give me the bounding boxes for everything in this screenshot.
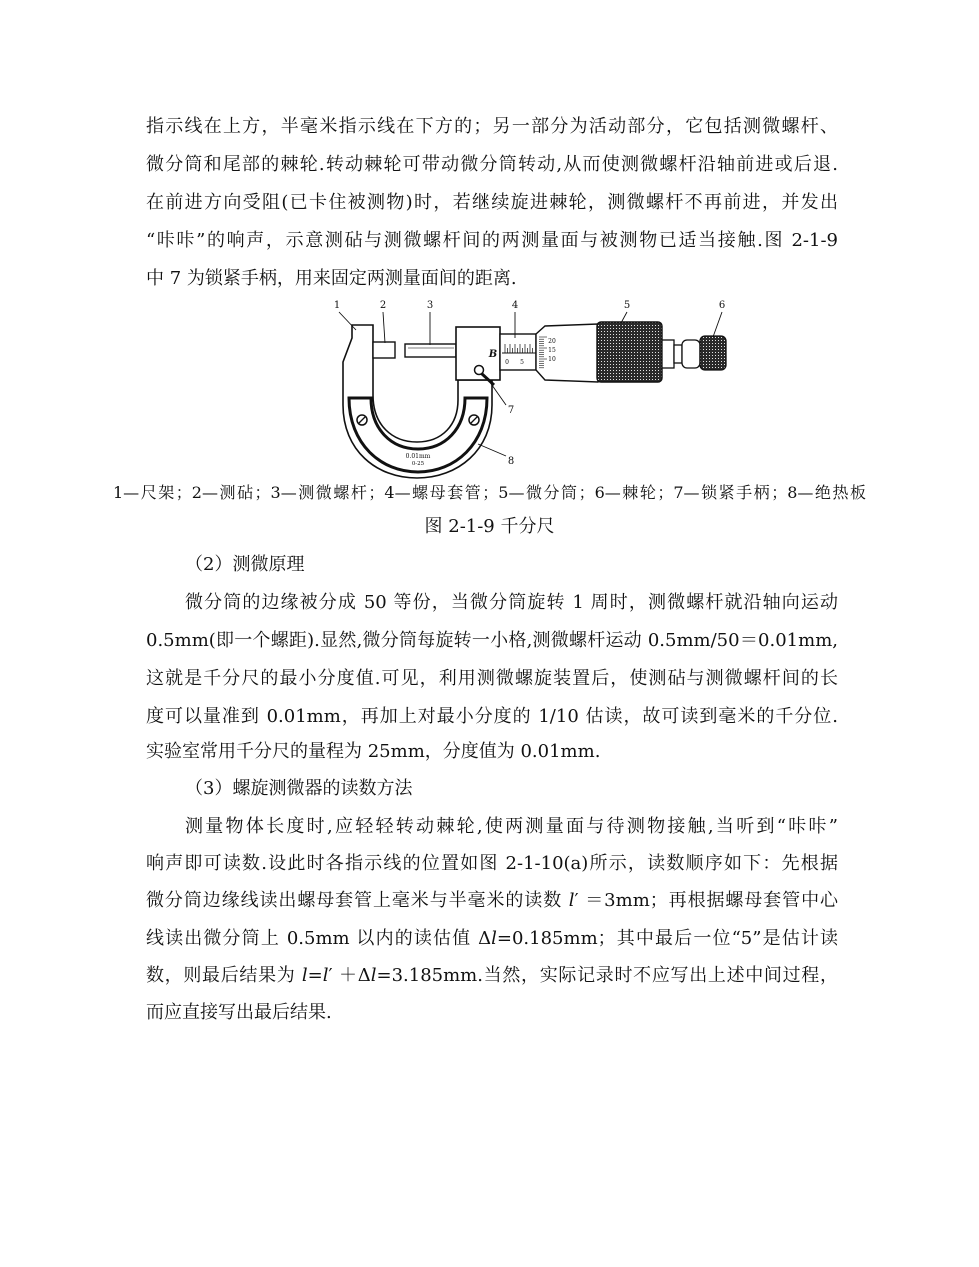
text-segment: ′ ＋Δ — [328, 965, 371, 986]
sleeve-marker-b: B — [488, 349, 498, 360]
text-segment: =0.185mm；其中最后一位“5”是估计读 — [496, 928, 838, 949]
variable-l: l — [568, 890, 575, 911]
variable-l: l — [301, 965, 308, 986]
thimble-number: 15 — [548, 347, 556, 354]
body-line — [146, 964, 838, 988]
body-line: 微分筒和尾部的棘轮.转动棘轮可带动微分筒转动,从而使测微螺杆沿轴前进或后退. — [146, 154, 838, 175]
body-line: 响声即可读数.设此时各指示线的位置如图 2-1-10(a)所示，读数顺序如下：先根据 — [146, 853, 838, 874]
body-line: 实验室常用千分尺的量程为 25mm，分度值为 0.01mm. — [146, 741, 601, 762]
label-thimble: 5 — [623, 300, 631, 311]
text-segment: =3.185mm.当然，实际记录时不应写出上述中间过程， — [376, 965, 838, 986]
thimble-number: 10 — [548, 356, 556, 363]
body-line: 微分筒的边缘被分成 50 等份，当微分筒旋转 1 周时，测微螺杆就沿轴向运动 — [185, 592, 838, 613]
micrometer-figure — [320, 295, 740, 480]
body-line: 度可以量准到 0.01mm，再加上对最小分度的 1/10 估读，故可读到毫米的千分位. — [146, 706, 838, 727]
text-segment: 微分筒边缘线读出螺母套管上毫米与半毫米的读数 — [146, 890, 569, 911]
plate-range-text: 0-25 — [411, 461, 425, 467]
plate-screw-left — [357, 415, 367, 425]
body-line — [146, 927, 838, 951]
thimble-knurl — [597, 322, 662, 382]
variable-l: l — [370, 965, 377, 986]
text-segment: 线读出微分筒上 0.5mm 以内的读估值 Δ — [146, 928, 492, 949]
text-segment: 数，则最后结果为 — [146, 965, 302, 986]
label-ratchet: 6 — [718, 300, 726, 311]
variable-l: l — [322, 965, 329, 986]
label-lock-lever: 7 — [507, 405, 515, 416]
body-line — [146, 889, 838, 913]
variable-l: l — [491, 928, 497, 949]
text-segment: = — [307, 965, 323, 986]
figure-title: 图 2-1-9 千分尺 — [424, 516, 555, 537]
ratchet-shaft — [674, 345, 682, 363]
figure-legend: 1—尺架；2—测砧；3—测微螺杆；4—螺母套管；5—微分筒；6—棘轮；7—锁紧手柄；8—绝热板 — [113, 483, 866, 502]
body-line: 测量物体长度时,应轻轻转动棘轮,使两测量面与待测物接触,当听到“咔咔” — [185, 816, 838, 837]
body-line: 在前进方向受阻(已卡住被测物)时，若继续旋进棘轮，测微螺杆不再前进，并发出 — [146, 192, 838, 213]
ratchet-collar — [682, 340, 700, 368]
plate-precision-text: 0.01mm — [405, 453, 431, 460]
thimble-number: 20 — [548, 338, 556, 345]
ratchet-knurl — [700, 336, 726, 370]
body-line: 指示线在上方，半毫米指示线在下方的；另一部分为活动部分，它包括测微螺杆、 — [146, 116, 838, 137]
label-anvil: 2 — [379, 300, 387, 311]
body-line: “咔咔”的响声，示意测砧与测微螺杆间的两测量面与被测物已适当接触.图 2-1-9 — [146, 230, 838, 251]
text-segment: ′ ＝3mm；再根据螺母套管中心 — [574, 890, 838, 911]
body-line: 而应直接写出最后结果. — [146, 1002, 332, 1023]
sleeve-number: 0 — [505, 359, 509, 366]
label-sleeve: 4 — [511, 300, 519, 311]
thimble-cone — [536, 324, 598, 382]
plate-screw-right — [469, 415, 479, 425]
section-heading: （3）螺旋测微器的读数方法 — [185, 778, 413, 799]
spindle — [405, 344, 456, 357]
ratchet-neck — [662, 340, 674, 368]
anvil — [373, 342, 395, 358]
body-line: 这就是千分尺的最小分度值.可见，利用测微螺旋装置后，使测砧与测微螺杆间的长 — [146, 668, 838, 689]
sleeve-number: 5 — [520, 359, 524, 366]
body-line: 0.5mm(即一个螺距).显然,微分筒每旋转一小格,测微螺杆运动 0.5mm/50＝0.01mm, — [146, 630, 838, 651]
label-spindle: 3 — [426, 300, 434, 311]
label-frame: 1 — [333, 300, 341, 311]
label-insulation-plate: 8 — [507, 456, 515, 467]
body-line: 中 7 为锁紧手柄，用来固定两测量面间的距离. — [146, 268, 517, 289]
section-heading: （2）测微原理 — [185, 554, 305, 575]
